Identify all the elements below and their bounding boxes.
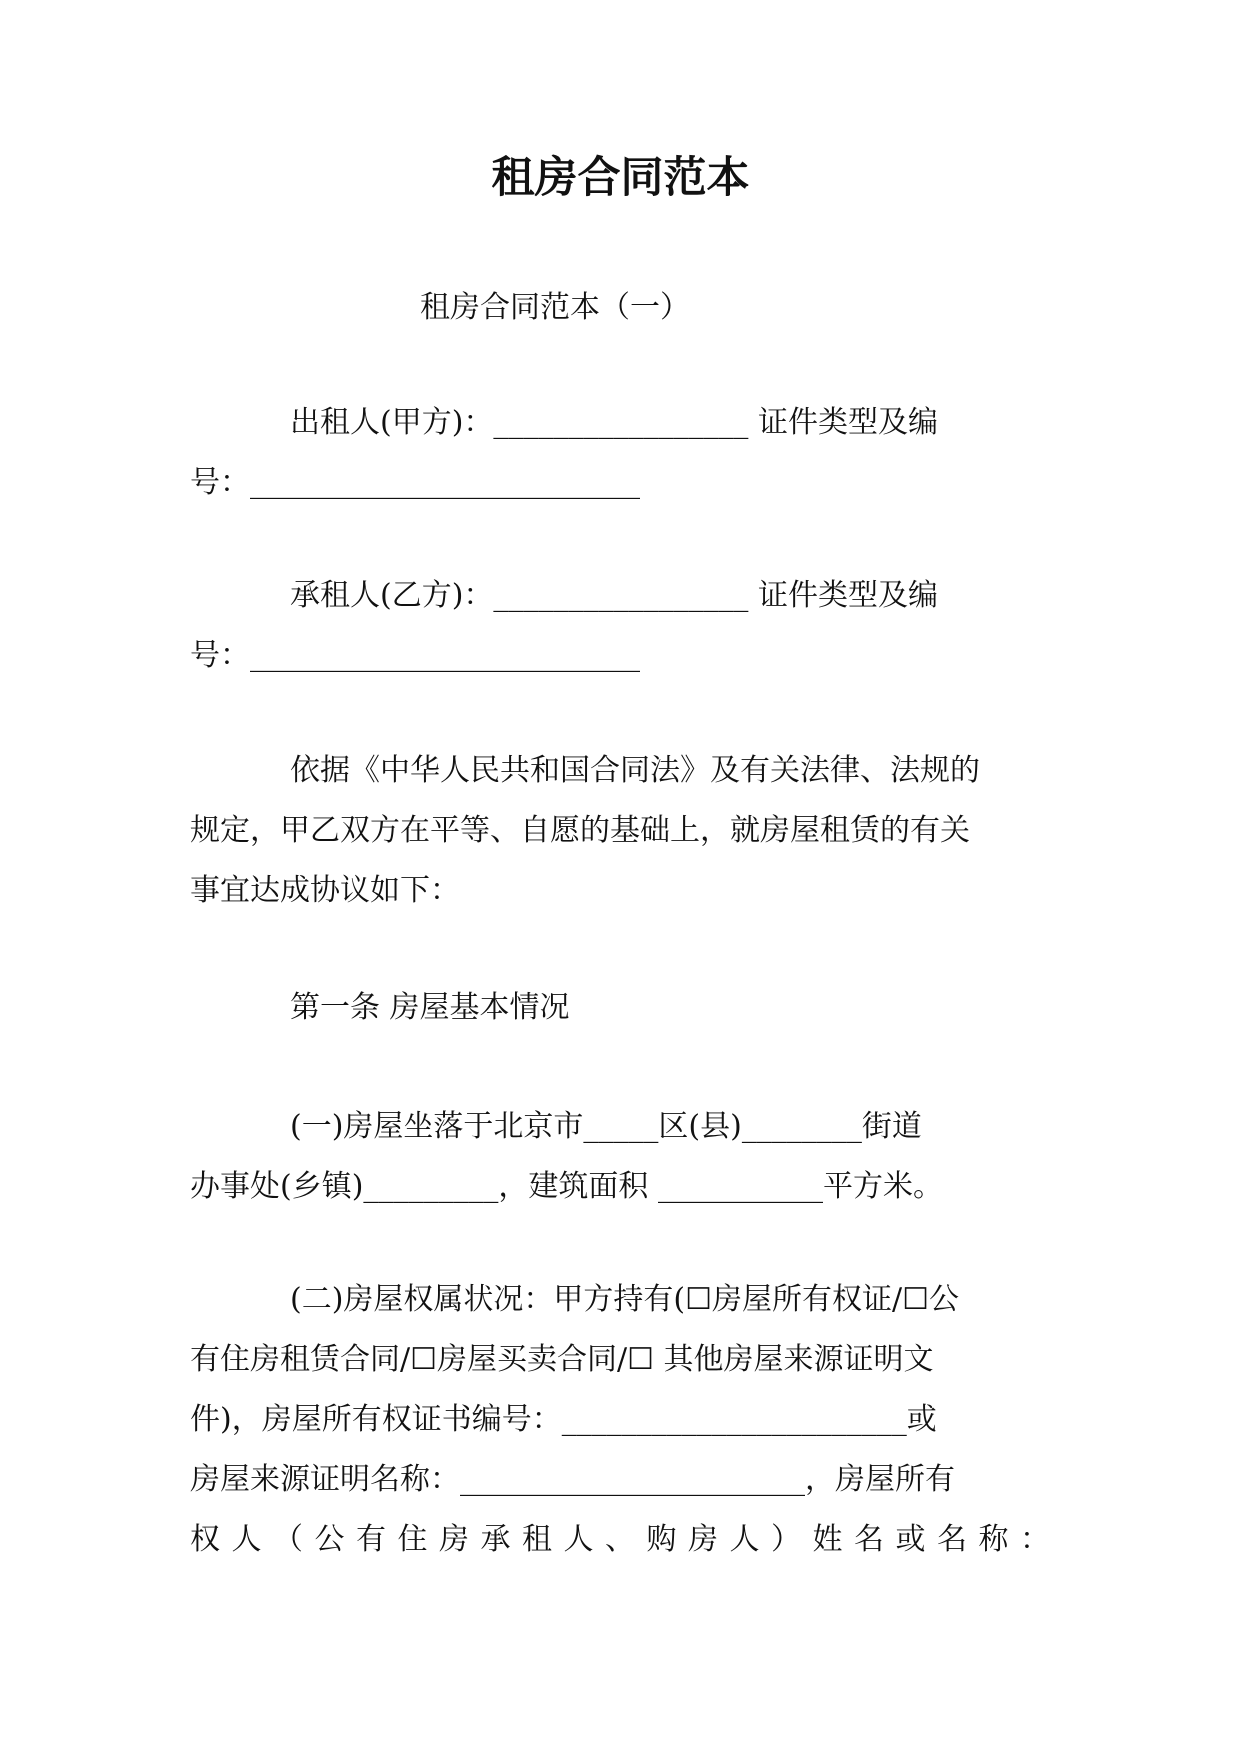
document-title: 租房合同范本 xyxy=(491,153,750,203)
clause-2-line-5-char: 、 xyxy=(605,1522,635,1557)
lessee-line-1: 承租人(乙方)：_________________ 证件类型及编 xyxy=(290,578,938,613)
clause-2-line-3: 件)，房屋所有权证书编号：_______________________或 xyxy=(190,1402,937,1437)
clause-2-line-5 xyxy=(190,1510,1050,1570)
clause-2-line-5-char: 住 xyxy=(397,1522,428,1557)
clause-2-line-5-char: ） xyxy=(771,1522,801,1557)
clause-1-paragraph xyxy=(190,1097,1050,1217)
clause-1-line-1: (一)房屋坐落于北京市_____区(县)________街道 xyxy=(290,1109,922,1144)
clause-2-line-5-char: 承 xyxy=(480,1522,511,1557)
clause-2-line-5-char: 人 xyxy=(231,1522,262,1557)
lessee-line-2: 号：__________________________ xyxy=(190,638,640,673)
clause-2-line-2: 有住房租赁合同/☐房屋买卖合同/☐ 其他房屋来源证明文 xyxy=(190,1342,934,1377)
clause-2-line-5-char: 或 xyxy=(895,1522,926,1557)
clause-2-line-4: 房屋来源证明名称：_______________________，房屋所有 xyxy=(190,1462,955,1497)
clause-2-line-1: (二)房屋权属状况：甲方持有(☐房屋所有权证/☐公 xyxy=(290,1282,960,1317)
basis-paragraph xyxy=(190,741,1050,921)
clause-1-line-2: 办事处(乡镇)_________，建筑面积 ___________平方米。 xyxy=(190,1169,943,1204)
basis-line-3: 事宜达成协议如下： xyxy=(190,873,460,908)
clause-2-line-5-char: 房 xyxy=(439,1522,469,1557)
basis-line-2: 规定，甲乙双方在平等、自愿的基础上，就房屋租赁的有关 xyxy=(190,813,970,848)
clause-2-line-5-char: 称 xyxy=(978,1522,1009,1557)
lessor-paragraph xyxy=(190,393,1050,513)
article-1-heading: 第一条 房屋基本情况 xyxy=(290,990,570,1025)
clause-2-line-5-char: 有 xyxy=(356,1522,386,1557)
clause-2-line-5-char: 房 xyxy=(688,1522,718,1557)
clause-2-paragraph xyxy=(190,1270,1050,1570)
lessee-paragraph xyxy=(190,566,1050,686)
basis-line-1: 依据《中华人民共和国合同法》及有关法律、法规的 xyxy=(290,753,980,788)
lessor-line-2: 号：__________________________ xyxy=(190,465,640,500)
clause-2-line-5-char: 购 xyxy=(646,1522,677,1557)
clause-2-line-5-char: 人 xyxy=(563,1522,594,1557)
clause-2-line-5-char: 名 xyxy=(937,1522,967,1557)
document-subtitle: 租房合同范本（一） xyxy=(420,290,690,325)
clause-2-line-5-char: （ xyxy=(273,1522,303,1557)
lessor-line-1: 出租人(甲方)：_________________ 证件类型及编 xyxy=(290,405,938,440)
article-1-paragraph xyxy=(190,978,1050,1038)
clause-2-line-5-char: 人 xyxy=(729,1522,760,1557)
clause-2-line-5-char: 公 xyxy=(314,1522,345,1557)
clause-2-line-5-char: 名 xyxy=(854,1522,884,1557)
clause-2-line-5-char: 姓 xyxy=(812,1522,843,1557)
clause-2-line-5-char: 权 xyxy=(190,1522,220,1557)
clause-2-line-5-char: 租 xyxy=(522,1522,552,1557)
clause-2-line-5-char: ： xyxy=(1020,1522,1050,1557)
